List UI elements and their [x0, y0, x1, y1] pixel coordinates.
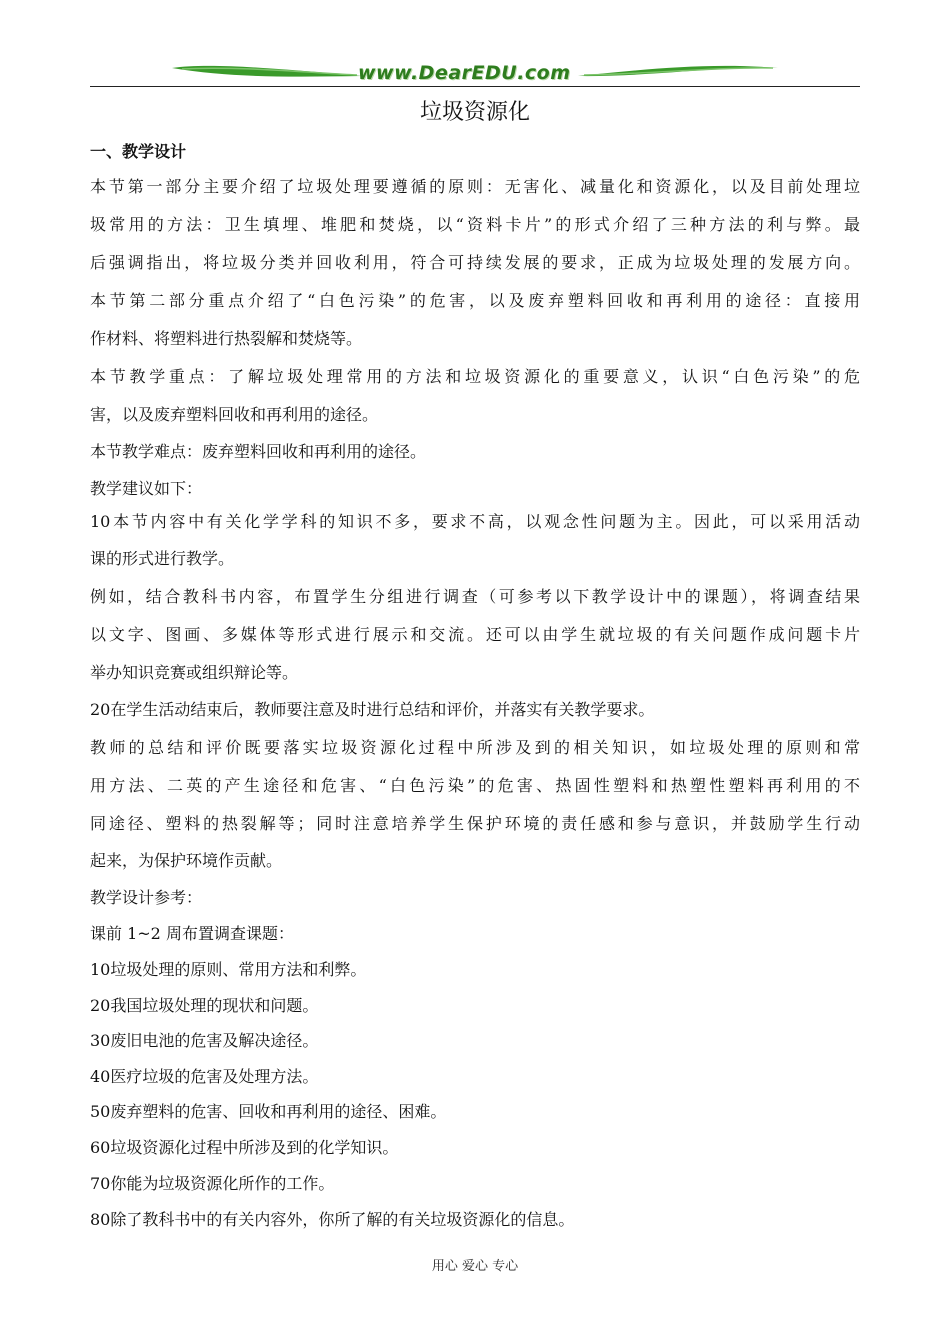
paragraph-line: 后强调指出，将垃圾分类并回收利用，符合可持续发展的要求，正成为垃圾处理的发展方向。: [90, 253, 860, 272]
list-item: 10垃圾处理的原则、常用方法和利弊。: [90, 960, 367, 979]
list-item: 50废弃塑料的危害、回收和再利用的途径、困难。: [90, 1102, 447, 1121]
paragraph-line: 课的形式进行教学。: [90, 549, 235, 568]
paragraph-line: 例如，结合教科书内容，布置学生分组进行调查（可参考以下教学设计中的课题），将调查结果: [90, 587, 860, 606]
list-item: 60垃圾资源化过程中所涉及到的化学知识。: [90, 1138, 399, 1157]
paragraph-line: 本节教学难点：废弃塑料回收和再利用的途径。: [90, 442, 427, 461]
list-item: 30废旧电池的危害及解决途径。: [90, 1031, 319, 1050]
paragraph-line: 举办知识竞赛或组织辩论等。: [90, 663, 299, 682]
paragraph-line: 本节第二部分重点介绍了“白色污染”的危害，以及废弃塑料回收和再利用的途径：直接用: [90, 291, 860, 310]
paragraph-line: 教学建议如下：: [90, 479, 203, 498]
document-title: 垃圾资源化: [419, 100, 530, 125]
paragraph-line: 20在学生活动结束后，教师要注意及时进行总结和评价，并落实有关教学要求。: [90, 700, 655, 719]
left-swoosh-graphic: [172, 62, 362, 84]
paragraph-line: 用方法、二英的产生途径和危害、“白色污染”的危害、热固性塑料和热塑性塑料再利用的不: [90, 776, 860, 795]
paragraph-line: 10本节内容中有关化学学科的知识不多，要求不高，以观念性问题为主。因此，可以采用活动: [90, 512, 860, 531]
paragraph-line: 起来，为保护环境作贡献。: [90, 851, 283, 870]
paragraph-line: 教师的总结和评价既要落实垃圾资源化过程中所涉及到的相关知识，如垃圾处理的原则和常: [90, 738, 860, 757]
page-header: [90, 58, 860, 92]
list-item: 70你能为垃圾资源化所作的工作。: [90, 1174, 335, 1193]
paragraph-line: 害，以及废弃塑料回收和再利用的途径。: [90, 405, 379, 424]
paragraph-line: 教学设计参考：: [90, 888, 203, 907]
list-item: 40医疗垃圾的危害及处理方法。: [90, 1067, 319, 1086]
paragraph-line: 课前 1~2 周布置调查课题：: [90, 924, 294, 943]
paragraph-line: 以文字、图画、多媒体等形式进行展示和交流。还可以由学生就垃圾的有关问题作成问题卡片: [90, 625, 860, 644]
paragraph-line: 本节教学重点：了解垃圾处理常用的方法和垃圾资源化的重要意义，认识“白色污染”的危: [90, 367, 860, 386]
list-item: 80除了教科书中的有关内容外，你所了解的有关垃圾资源化的信息。: [90, 1210, 575, 1229]
paragraph-line: 本节第一部分主要介绍了垃圾处理要遵循的原则：无害化、减量化和资源化，以及目前处理垃: [90, 177, 860, 196]
site-logo: www.DearEDU.com: [358, 62, 571, 84]
paragraph-line: 同途径、塑料的热裂解等；同时注意培养学生保护环境的责任感和参与意识，并鼓励学生行动: [90, 814, 860, 833]
paragraph-line: 作材料、将塑料进行热裂解和焚烧等。: [90, 329, 363, 348]
paragraph-line: 圾常用的方法：卫生填埋、堆肥和焚烧，以“资料卡片”的形式介绍了三种方法的利与弊。最: [90, 215, 860, 234]
list-item: 20我国垃圾处理的现状和问题。: [90, 996, 319, 1015]
section-heading: 一、教学设计: [90, 142, 187, 161]
page-footer: 用心 爱心 专心: [431, 1259, 519, 1274]
header-rule: [90, 86, 860, 87]
right-swoosh-graphic: [578, 62, 778, 84]
